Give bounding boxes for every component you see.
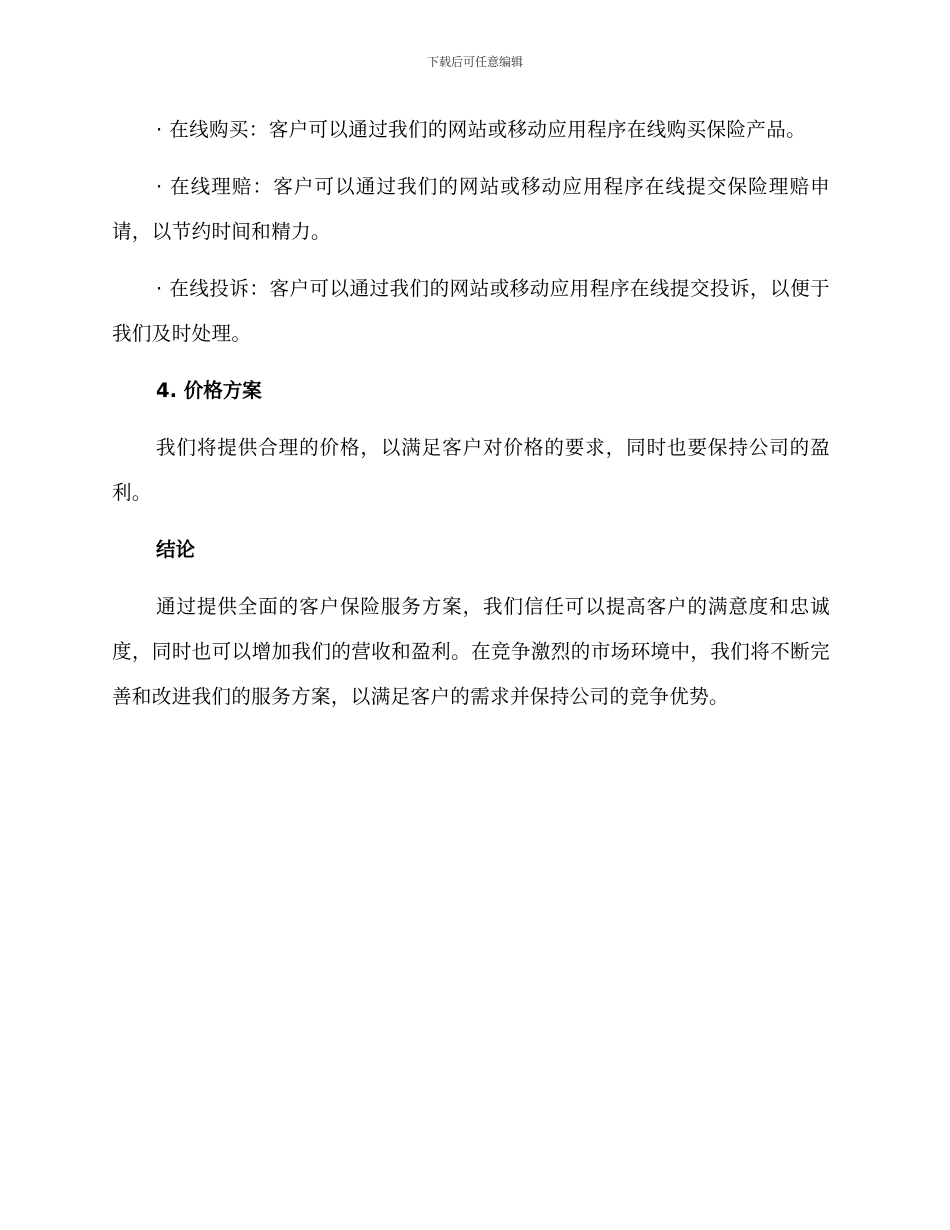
document-body xyxy=(112,107,830,731)
section-title-pricing: 4. 价格方案 xyxy=(156,379,262,402)
conclusion-paragraph: 通过提供全面的客户保险服务方案，我们信任可以提高客户的满意度和忠诚度，同时也可以增加我们的营收和盈利。在竞争激烈的市场环境中，我们将不断完善和改进我们的服务方案，以满足客户的需求并保持公司的竞争优势。 xyxy=(112,595,830,708)
bullet-online-purchase: · 在线购买：客户可以通过我们的网站或移动应用程序在线购买保险产品。 xyxy=(156,118,806,141)
header-note: 下载后可任意编辑 xyxy=(426,55,523,69)
section-title-conclusion: 结论 xyxy=(156,538,196,561)
pricing-paragraph: 我们将提供合理的价格，以满足客户对价格的要求，同时也要保持公司的盈利。 xyxy=(112,436,830,504)
bullet-online-complaints: · 在线投诉：客户可以通过我们的网站或移动应用程序在线提交投诉，以便于我们及时处理。 xyxy=(112,277,830,345)
bullet-online-claims: · 在线理赔：客户可以通过我们的网站或移动应用程序在线提交保险理赔申请，以节约时间和精力。 xyxy=(112,175,830,243)
